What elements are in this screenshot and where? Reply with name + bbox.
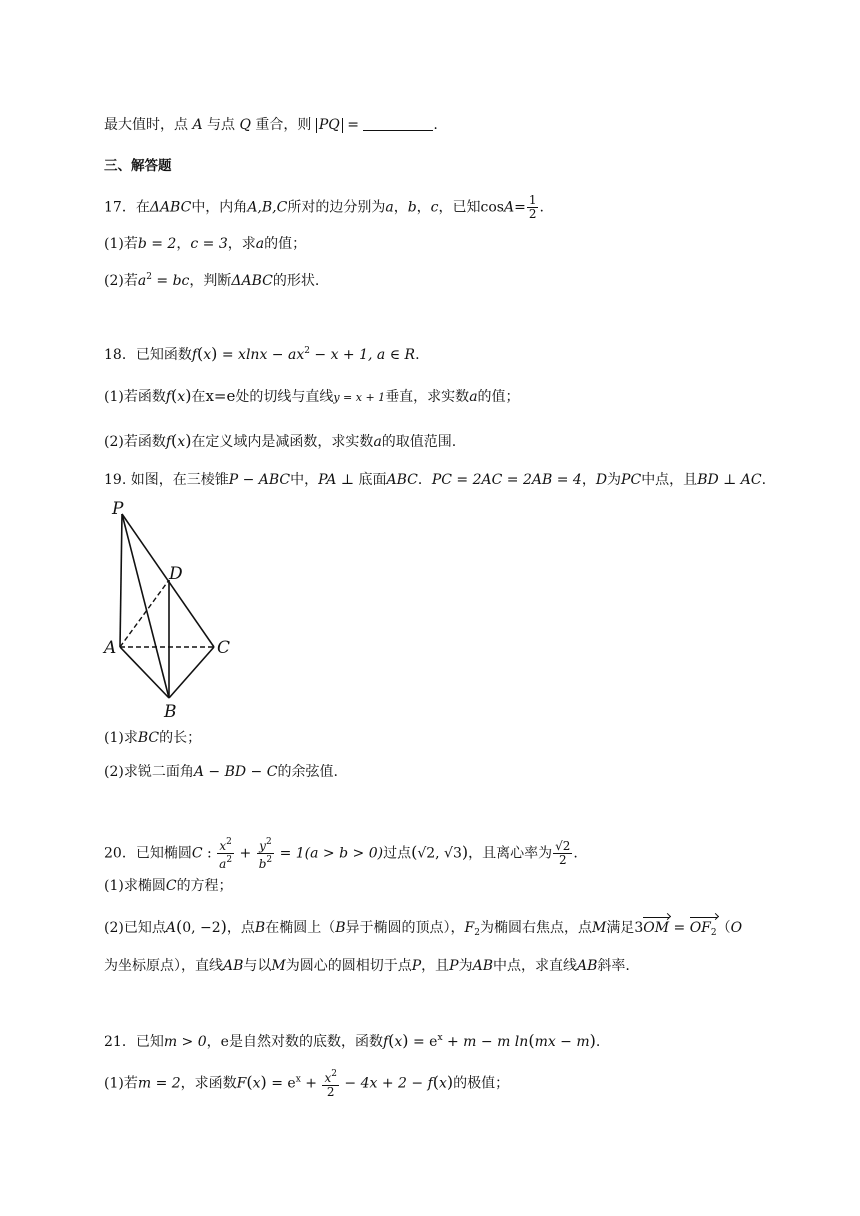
- period: .: [761, 472, 767, 488]
- q19-stem: [104, 470, 766, 490]
- var-x: x: [203, 347, 212, 363]
- text: 在定义域内是减函数，求实数: [191, 434, 374, 450]
- text: 的取值范围.: [381, 434, 457, 450]
- var-a: a: [385, 199, 394, 216]
- q-number: 19. 如图，在三棱锥: [104, 472, 229, 488]
- expr: = 1(a > b > 0): [275, 845, 384, 862]
- text: ，判断: [189, 273, 232, 289]
- subscript: 2: [710, 928, 717, 938]
- angles: A,B,C: [247, 199, 288, 216]
- var-m: M: [591, 920, 607, 936]
- fraction-y: [257, 836, 274, 871]
- text: 为: [607, 472, 622, 488]
- const-e: e: [220, 1034, 229, 1050]
- symbol: ⊥: [718, 472, 741, 488]
- answer-blank: [363, 118, 433, 131]
- numerator: √2: [555, 839, 571, 853]
- point: 0, −2: [182, 920, 221, 936]
- expr: = bc: [151, 273, 190, 289]
- expr: BD: [697, 472, 719, 488]
- exponent: 2: [226, 837, 232, 847]
- exponent: x: [437, 1033, 443, 1043]
- pyramid-figure: [100, 498, 240, 720]
- func: f: [427, 1075, 433, 1092]
- expr: + m − m ln: [442, 1034, 529, 1050]
- expr: = e: [408, 1034, 438, 1050]
- q-number: 20．已知椭圆: [104, 845, 192, 862]
- label-p: P: [112, 499, 124, 519]
- var-a: A: [192, 117, 203, 133]
- sep: ，: [416, 199, 431, 216]
- expr: PC: [621, 472, 642, 488]
- denominator: [257, 854, 274, 871]
- exponent: x: [295, 1074, 301, 1085]
- text: 是自然对数的底数，函数: [228, 1034, 383, 1050]
- var-a: A: [165, 920, 176, 936]
- expr: BC: [137, 730, 160, 746]
- expr: c = 3: [190, 236, 228, 252]
- numerator: [322, 1068, 339, 1086]
- vector-label: OM: [643, 920, 670, 936]
- text: ，求: [227, 236, 256, 252]
- var-x: x: [439, 1075, 447, 1092]
- expr: − 4x + 2 −: [339, 1075, 428, 1092]
- part-label: (1)若: [104, 236, 138, 252]
- vector-om: [643, 918, 669, 938]
- var-a: A: [503, 199, 515, 216]
- var-pq: PQ: [318, 117, 340, 133]
- part-label: (1)求椭圆: [104, 878, 166, 894]
- func: f: [165, 389, 172, 405]
- q17-part1: [104, 234, 306, 254]
- var-x: x: [324, 1071, 332, 1085]
- text: 中点，求直线: [493, 958, 577, 974]
- text: 异于椭圆的顶点），: [345, 920, 465, 936]
- text: 的极值；: [453, 1075, 510, 1092]
- func: F: [236, 1075, 247, 1092]
- numerator: [217, 836, 234, 854]
- text: 在: [191, 389, 206, 405]
- text: 最大值时，点: [104, 117, 188, 133]
- symbol: +: [300, 1075, 322, 1092]
- var-x: x: [252, 1075, 261, 1092]
- var-x: x: [394, 1034, 403, 1050]
- expr: PC = 2AC = 2AB = 4: [431, 472, 582, 488]
- expr: ABC: [386, 472, 418, 488]
- expr: P − ABC: [228, 472, 291, 488]
- var-p: P: [449, 958, 459, 974]
- part-label: (1)若: [104, 1075, 138, 1092]
- sep: ，: [393, 199, 408, 216]
- q21-stem: 21．已知m > 0，e是自然对数的底数，函数$f(x) = e^x + m - m$ ln(mx − m).: [104, 1031, 601, 1050]
- subscript: 2: [474, 928, 480, 938]
- text: 中，: [290, 472, 319, 488]
- var-f: F: [464, 920, 475, 936]
- abs-pq: [316, 118, 343, 133]
- text: 的长；: [159, 730, 202, 746]
- var-q: Q: [239, 117, 251, 133]
- period: .: [433, 117, 438, 133]
- q20-stem: 20．已知椭圆C : $\frac{x^2}{a^2}$ + $\frac{y^2}{b^2}$ = 1(a > b > 0)过点(√2, √3)，且离心率为 $\frac{√2}{2}$ .: [104, 837, 578, 871]
- var-b: B: [335, 920, 346, 936]
- expr: AB: [472, 958, 493, 974]
- text: ，且离心率为: [468, 845, 553, 862]
- denominator: [217, 854, 234, 871]
- text: （: [716, 920, 731, 936]
- q21-part1: (1)若m = 2，求函数$F(x) = e^x$ + $\frac{x^2}{2}$ − 4x + 2 − f(x)的极值；: [104, 1069, 510, 1099]
- part-label: (1)求: [104, 730, 138, 746]
- q19-part2: [104, 762, 338, 782]
- equals: =: [514, 199, 526, 216]
- q17-stem: [104, 194, 544, 221]
- text: ．: [417, 472, 432, 488]
- q-number: 18．已知函数: [104, 347, 192, 363]
- sep: ，: [176, 236, 191, 252]
- var-b: b: [258, 857, 267, 871]
- symbol: ⊥: [336, 472, 359, 488]
- triangle: ΔABC: [149, 199, 192, 216]
- exponent: 2: [226, 855, 233, 865]
- period: .: [539, 199, 544, 216]
- var-b: b: [407, 199, 417, 216]
- fraction-e: [553, 840, 572, 867]
- var-b: B: [254, 920, 266, 936]
- expr: m = 2: [137, 1075, 181, 1092]
- var-x: x: [177, 389, 186, 405]
- q17-part2: [104, 267, 319, 291]
- part-label: (2)求锐二面角: [104, 764, 194, 780]
- exponent: 2: [331, 1069, 337, 1079]
- text: 为椭圆右焦点，点: [479, 920, 592, 936]
- part-label: (2)若函数: [104, 434, 166, 450]
- q18-part1: (1)若函数f(x)在x=e处的切线与直线y = x + 1垂直，求实数a的值；: [104, 386, 520, 405]
- triangle: ΔABC: [231, 273, 273, 289]
- text: 的方程；: [176, 878, 233, 894]
- numerator: 1: [528, 193, 537, 207]
- text: 中点，且: [641, 472, 698, 488]
- label-c: C: [217, 638, 231, 658]
- equals: =: [669, 920, 690, 936]
- text: ，: [206, 1034, 221, 1050]
- var-a: a: [137, 273, 147, 289]
- var-c: C: [165, 878, 177, 894]
- label-d: D: [169, 564, 183, 584]
- label-b: B: [164, 702, 177, 720]
- func: f: [191, 347, 198, 363]
- expr: PA: [318, 472, 337, 488]
- text: 为: [458, 958, 473, 974]
- numerator: [257, 836, 274, 854]
- vector-of2: [690, 918, 717, 943]
- var-m: M: [271, 958, 286, 974]
- expr: − x + 1, a ∈ R: [309, 347, 416, 363]
- part-label: (2)若: [104, 273, 138, 289]
- text: 为圆心的圆相切于点: [285, 958, 412, 974]
- q-number: 17．在: [104, 199, 150, 216]
- text: 所对的边分别为: [287, 199, 386, 216]
- text: 重合，则: [255, 117, 312, 133]
- part-label: (2)已知点: [104, 920, 166, 936]
- expr: = xlnx − ax: [217, 347, 305, 363]
- expr: AB: [223, 958, 244, 974]
- expr: y = x + 1: [333, 391, 386, 404]
- period: .: [573, 845, 578, 862]
- q18-part2: (2)若函数f(x)在定义域内是减函数，求实数a的取值范围.: [104, 431, 457, 450]
- var-a: a: [373, 434, 382, 450]
- label-a: A: [104, 638, 117, 658]
- equals: =: [347, 117, 359, 133]
- q20-part1: [104, 876, 233, 896]
- q20-part2-cont: [104, 956, 630, 976]
- var-a: a: [219, 857, 227, 871]
- text: 垂直，求实数: [385, 389, 470, 405]
- text: 中，内角: [191, 199, 248, 216]
- text: ，且: [421, 958, 450, 974]
- text: ，点: [226, 920, 255, 936]
- edge-pb: [122, 514, 169, 698]
- fraction-x: [217, 836, 234, 871]
- text: 的形状.: [272, 273, 320, 289]
- expr: AC: [740, 472, 762, 488]
- var-p: P: [411, 958, 422, 974]
- exponent: 2: [146, 272, 152, 282]
- expr: AB: [577, 958, 598, 974]
- text: 的值；: [477, 389, 520, 405]
- text: 过点: [383, 845, 412, 862]
- exponent: 2: [266, 855, 273, 865]
- expr: b = 2: [137, 236, 177, 252]
- text: ，: [581, 472, 596, 488]
- part-label: (1)若函数: [104, 389, 166, 405]
- text: ，求函数: [180, 1075, 237, 1092]
- text: 底面: [358, 472, 387, 488]
- text: 的余弦值.: [277, 764, 338, 780]
- exponent: 2: [304, 346, 310, 356]
- func: f: [382, 1034, 389, 1050]
- text: 处的切线与直线: [235, 389, 334, 405]
- expr: = e: [266, 1075, 296, 1092]
- func: f: [165, 434, 172, 450]
- fraction: [527, 194, 539, 221]
- q-number: 21．已知: [104, 1034, 164, 1050]
- symbol: :: [202, 845, 217, 862]
- continuation-line: [104, 115, 438, 135]
- text: 的值；: [264, 236, 307, 252]
- q18-stem: 18．已知函数$f(x) = xlnx - ax^2 - x + 1$, a ∈ R.: [104, 344, 420, 363]
- vector-label: OF: [689, 920, 711, 936]
- text: 在椭圆上（: [265, 920, 336, 936]
- expr: m > 0: [163, 1034, 207, 1050]
- text: 与以: [243, 958, 272, 974]
- number: 3: [634, 920, 644, 936]
- point: √2, √3: [417, 845, 462, 862]
- exponent: 2: [265, 837, 272, 847]
- section-title: 三、解答题: [104, 158, 172, 174]
- edge-bc: [169, 647, 214, 698]
- var-y: y: [259, 839, 266, 853]
- denominator: 2: [528, 207, 537, 221]
- var-x: x: [177, 434, 186, 450]
- period: .: [595, 1034, 601, 1050]
- text: 满足: [606, 920, 635, 936]
- edge-ad-dashed: [120, 580, 169, 647]
- var-a: a: [469, 389, 478, 405]
- q20-part2: (2)已知点A(0, −2)，点B在椭圆上（B异于椭圆的顶点），$F_2$为椭圆右焦点，点M满足$3OM = OF_2(O$: [104, 917, 742, 943]
- denominator: 2: [558, 853, 567, 867]
- expr: x=e: [205, 387, 236, 405]
- denominator: 2: [326, 1085, 335, 1099]
- q19-part1: [104, 728, 201, 748]
- text: 与点: [207, 117, 236, 133]
- expr: mx − m: [534, 1034, 590, 1050]
- text: 为坐标原点），直线: [104, 958, 223, 974]
- edge-ab: [120, 647, 169, 698]
- edge-pa: [120, 514, 122, 647]
- symbol: +: [235, 845, 256, 862]
- var-a: a: [255, 236, 265, 252]
- var-o: O: [730, 920, 743, 936]
- var-d: D: [595, 472, 608, 488]
- period: .: [415, 347, 420, 363]
- var-c: C: [191, 845, 203, 862]
- text: ，已知cos: [438, 199, 504, 216]
- expr: A − BD − C: [193, 764, 278, 780]
- var-x: x: [219, 839, 227, 853]
- text: 斜率.: [597, 958, 630, 974]
- fraction: [322, 1068, 339, 1099]
- var-c: c: [430, 199, 439, 216]
